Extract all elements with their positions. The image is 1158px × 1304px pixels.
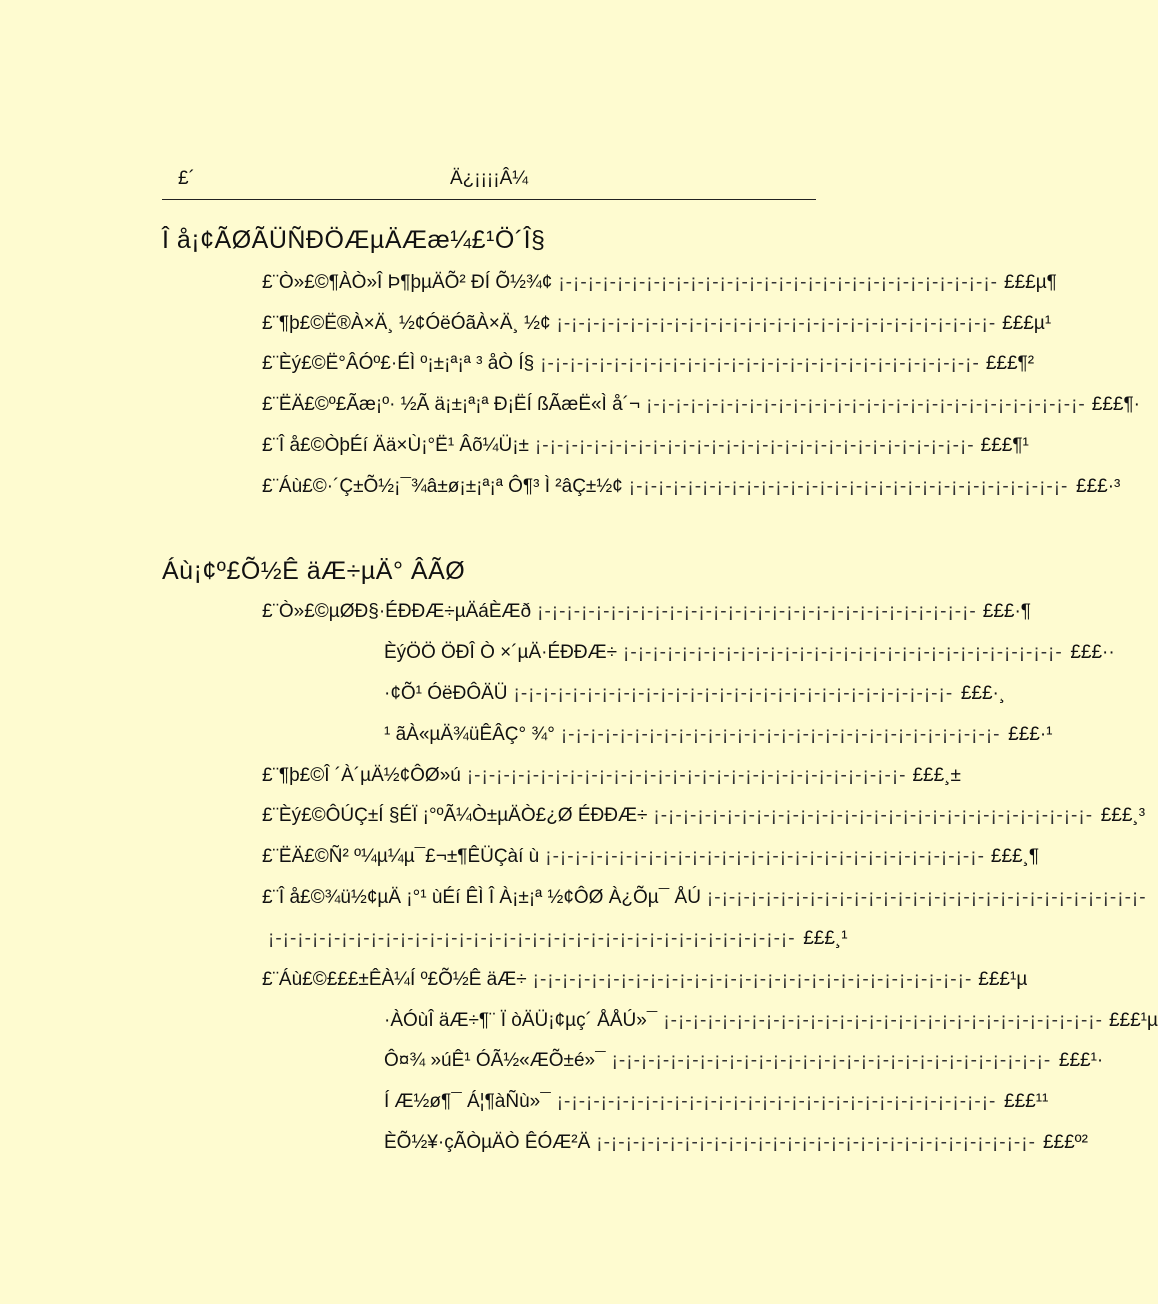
toc-leader: ¡-¡-¡-¡-¡-¡-¡-¡-¡-¡-¡-¡-¡-¡-¡-¡-¡-¡-¡-¡-¡-¡-¡-¡-¡-¡-¡-¡-¡-¡-	[558, 272, 998, 293]
toc-entry[interactable]	[384, 1091, 1049, 1117]
toc-leader: ¡-¡-¡-¡-¡-¡-¡-¡-¡-¡-¡-¡-¡-¡-¡-¡-¡-¡-¡-¡-¡-¡-¡-¡-¡-¡-¡-¡-¡-¡-	[623, 642, 1063, 663]
toc-entry-text: £¨ËÄ£©º£Ãæ¡º· ½Ã ä¡±¡ª¡ª Ð¡ËÍ ßÃæË«Ì å´¬	[262, 394, 641, 415]
toc-entry-text: £¨ËÄ£©Ñ² º¼µ¼µ¯£¬±¶ÊÜÇàí ù	[262, 846, 540, 867]
toc-page-number: £££º²	[1042, 1132, 1088, 1153]
toc-entry-text: £¨Î å£©ÒþÉí Ää×Ù¡°Ë¹ Âõ¼Ü¡±	[262, 435, 529, 456]
toc-entry-text: £¨Áù£©£££±ÊÀ¼Í º£Õ½Ê äÆ÷	[262, 969, 527, 990]
toc-entry-text: £¨¶þ£©Ë®À×Ä¸ ½¢ÓëÓãÀ×Ä¸ ½¢	[262, 313, 551, 334]
toc-entry-text: ÈýÖÖ ÖÐÎ Ò ×´µÄ·ÉÐÐÆ÷	[384, 642, 618, 663]
toc-leader: ¡-¡-¡-¡-¡-¡-¡-¡-¡-¡-¡-¡-¡-¡-¡-¡-¡-¡-¡-¡-¡-¡-¡-¡-¡-¡-¡-¡-¡-¡-	[596, 1132, 1036, 1153]
page-header-title: Ä¿¡¡¡¡Â¼	[450, 168, 529, 189]
toc-leader: ¡-¡-¡-¡-¡-¡-¡-¡-¡-¡-¡-¡-¡-¡-¡-¡-¡-¡-¡-¡-¡-¡-¡-¡-¡-¡-¡-¡-¡-¡-	[540, 353, 980, 374]
toc-entry-text: £¨¶þ£©Î ´À´µÄ½¢ÔØ»ú	[262, 765, 461, 786]
toc-entry[interactable]	[262, 969, 1028, 995]
toc-entry[interactable]	[262, 601, 1031, 627]
toc-leader: ¡-¡-¡-¡-¡-¡-¡-¡-¡-¡-¡-¡-¡-¡-¡-¡-¡-¡-¡-¡-¡-¡-¡-¡-¡-¡-¡-¡-¡-¡-¡-¡-¡-¡-¡-¡-	[268, 928, 796, 949]
toc-entry[interactable]	[262, 272, 1057, 298]
toc-page-number: £££µ¹	[1002, 313, 1052, 334]
toc-entry[interactable]	[384, 724, 1053, 750]
toc-page-number: £££¹µ	[1108, 1010, 1158, 1031]
toc-page-number: £££¹·	[1058, 1050, 1104, 1071]
toc-page-number: £££¶²	[985, 353, 1035, 374]
toc-entry[interactable]	[262, 313, 1052, 339]
toc-entry-text: ·ÀÓùÎ äÆ÷¶¨ Ï òÄÜ¡¢µç´ ÅÅÚ»¯	[384, 1010, 658, 1031]
toc-entry[interactable]	[262, 476, 1121, 502]
toc-entry-text: £¨Ò»£©¶ÀÒ»Î Þ¶þµÄÕ² ÐÍ Õ½¾¢	[262, 272, 553, 293]
section-title: Î å¡¢ÃØÃÜÑÐÖÆµÄÆæ¼£¹Ö´Î§	[162, 226, 546, 254]
toc-leader: ¡-¡-¡-¡-¡-¡-¡-¡-¡-¡-¡-¡-¡-¡-¡-¡-¡-¡-¡-¡-¡-¡-¡-¡-¡-¡-¡-¡-¡-¡-	[628, 476, 1069, 497]
toc-leader: ¡-¡-¡-¡-¡-¡-¡-¡-¡-¡-¡-¡-¡-¡-¡-¡-¡-¡-¡-¡-¡-¡-¡-¡-¡-¡-¡-¡-¡-¡-	[646, 394, 1086, 415]
toc-leader: ¡-¡-¡-¡-¡-¡-¡-¡-¡-¡-¡-¡-¡-¡-¡-¡-¡-¡-¡-¡-¡-¡-¡-¡-¡-¡-¡-¡-¡-¡-	[537, 601, 977, 622]
toc-entry[interactable]	[262, 765, 961, 791]
toc-page-number: £££¹µ	[978, 969, 1028, 990]
toc-entry-text: ÈÕ½¥·çÃÒµÄÒ ÊÓÆ²Ä	[384, 1132, 591, 1153]
toc-entry-text: £¨Èý£©ÔÚÇ±Í §ÉÏ ¡°ºÃ¼Ò±µÄÒ£¿Ø ÉÐÐÆ÷	[262, 805, 648, 826]
toc-entry[interactable]	[262, 928, 848, 954]
toc-entry[interactable]	[262, 394, 1140, 420]
toc-leader: ¡-¡-¡-¡-¡-¡-¡-¡-¡-¡-¡-¡-¡-¡-¡-¡-¡-¡-¡-¡-¡-¡-¡-¡-¡-¡-¡-¡-¡-¡-	[706, 887, 1147, 908]
toc-entry[interactable]	[384, 1010, 1158, 1036]
toc-page-number: £££¸¹	[803, 928, 848, 949]
toc-leader: ¡-¡-¡-¡-¡-¡-¡-¡-¡-¡-¡-¡-¡-¡-¡-¡-¡-¡-¡-¡-¡-¡-¡-¡-¡-¡-¡-¡-¡-¡-	[653, 805, 1094, 826]
toc-leader: ¡-¡-¡-¡-¡-¡-¡-¡-¡-¡-¡-¡-¡-¡-¡-¡-¡-¡-¡-¡-¡-¡-¡-¡-¡-¡-¡-¡-¡-¡-	[534, 435, 975, 456]
toc-leader: ¡-¡-¡-¡-¡-¡-¡-¡-¡-¡-¡-¡-¡-¡-¡-¡-¡-¡-¡-¡-¡-¡-¡-¡-¡-¡-¡-¡-¡-¡-	[560, 724, 1001, 745]
toc-entry[interactable]	[384, 683, 1006, 709]
toc-page-number: £££¶¹	[980, 435, 1029, 456]
toc-leader: ¡-¡-¡-¡-¡-¡-¡-¡-¡-¡-¡-¡-¡-¡-¡-¡-¡-¡-¡-¡-¡-¡-¡-¡-¡-¡-¡-¡-¡-¡-	[556, 313, 997, 334]
toc-entry-text: £¨Ò»£©µØÐ§·ÉÐÐÆ÷µÄáÈÆð	[262, 601, 532, 622]
toc-entry-text: £¨Áù£©·´Ç±Õ½¡¯¾â±ø¡±¡ª¡ª Ô¶³ Ì ²âÇ±½¢	[262, 476, 623, 497]
toc-entry[interactable]	[262, 805, 1146, 831]
toc-entry[interactable]	[262, 887, 1147, 913]
toc-page-number: £££·¹	[1008, 724, 1053, 745]
toc-entry[interactable]	[262, 353, 1035, 379]
toc-page-number: £££¸±	[912, 765, 961, 786]
toc-page-number: £££¶·	[1091, 394, 1140, 415]
page-header-left: £´	[178, 168, 195, 189]
toc-leader: ¡-¡-¡-¡-¡-¡-¡-¡-¡-¡-¡-¡-¡-¡-¡-¡-¡-¡-¡-¡-¡-¡-¡-¡-¡-¡-¡-¡-¡-¡-	[513, 683, 954, 704]
toc-leader: ¡-¡-¡-¡-¡-¡-¡-¡-¡-¡-¡-¡-¡-¡-¡-¡-¡-¡-¡-¡-¡-¡-¡-¡-¡-¡-¡-¡-¡-¡-	[556, 1091, 997, 1112]
toc-entry[interactable]	[384, 1050, 1104, 1076]
toc-page-number: £££¸¶	[990, 846, 1040, 867]
toc-entry-text: £¨Î å£©¾ü½¢µÄ ¡°¹ ùÉí ÊÌ Î À¡±¡ª ½¢ÔØ À¿Õµ¯ ÅÚ	[262, 887, 701, 908]
toc-page-number: £££··	[1070, 642, 1115, 663]
toc-page-number: £££µ¶	[1004, 272, 1057, 293]
section-title: Áù¡¢º£Õ½Ê äÆ÷µÄ° ÂÃØ	[162, 557, 466, 585]
toc-entry-text: Ô¤¾ »úÊ¹ ÓÃ½«ÆÕ±é»¯	[384, 1050, 606, 1071]
toc-page-number: £££·¸	[960, 683, 1006, 704]
toc-entry-text: ¹ ãÀ«µÄ¾üÊÂÇ° ¾°	[384, 724, 555, 745]
toc-page-number: £££·¶	[982, 601, 1031, 622]
toc-entry-text: ·¢Õ¹ ÓëÐÔÄÜ	[384, 683, 508, 704]
toc-entry[interactable]	[384, 642, 1115, 668]
toc-leader: ¡-¡-¡-¡-¡-¡-¡-¡-¡-¡-¡-¡-¡-¡-¡-¡-¡-¡-¡-¡-¡-¡-¡-¡-¡-¡-¡-¡-¡-¡-	[663, 1010, 1103, 1031]
toc-leader: ¡-¡-¡-¡-¡-¡-¡-¡-¡-¡-¡-¡-¡-¡-¡-¡-¡-¡-¡-¡-¡-¡-¡-¡-¡-¡-¡-¡-¡-¡-	[545, 846, 985, 867]
toc-leader: ¡-¡-¡-¡-¡-¡-¡-¡-¡-¡-¡-¡-¡-¡-¡-¡-¡-¡-¡-¡-¡-¡-¡-¡-¡-¡-¡-¡-¡-¡-	[466, 765, 907, 786]
toc-leader: ¡-¡-¡-¡-¡-¡-¡-¡-¡-¡-¡-¡-¡-¡-¡-¡-¡-¡-¡-¡-¡-¡-¡-¡-¡-¡-¡-¡-¡-¡-	[532, 969, 973, 990]
toc-entry-text: Í Æ½ø¶¯ Á¦¶àÑù»¯	[384, 1091, 551, 1112]
toc-leader: ¡-¡-¡-¡-¡-¡-¡-¡-¡-¡-¡-¡-¡-¡-¡-¡-¡-¡-¡-¡-¡-¡-¡-¡-¡-¡-¡-¡-¡-¡-	[611, 1050, 1052, 1071]
header-rule	[162, 199, 816, 200]
toc-page-number: £££¸³	[1100, 805, 1146, 826]
toc-entry[interactable]	[262, 435, 1029, 461]
toc-page-number: £££¹¹	[1004, 1091, 1049, 1112]
toc-page-number: £££·³	[1076, 476, 1121, 497]
toc-entry[interactable]	[262, 846, 1040, 872]
toc-entry[interactable]	[384, 1132, 1088, 1158]
toc-entry-text: £¨Èý£©Ë°ÂÓº£·ÉÌ º¡±¡ª¡ª ³ åÒ Í§	[262, 353, 535, 374]
